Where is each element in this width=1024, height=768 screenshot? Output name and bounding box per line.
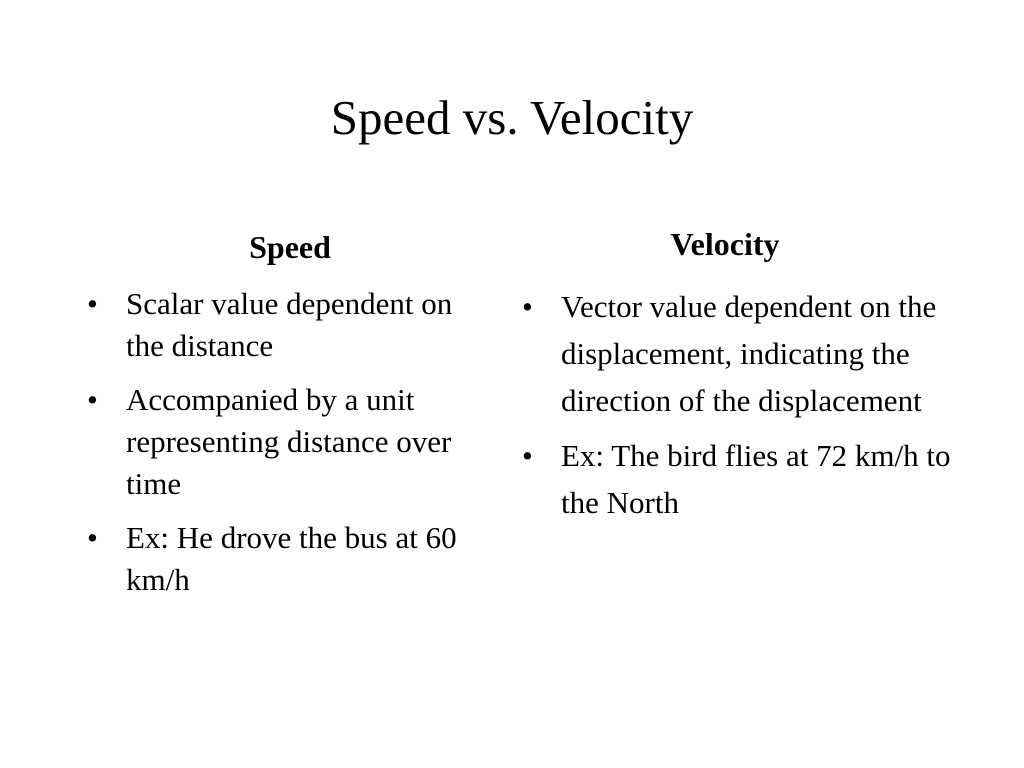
bullet-item bbox=[87, 517, 487, 601]
slide-title: Speed vs. Velocity bbox=[330, 90, 694, 145]
bullet-icon: • bbox=[87, 382, 98, 417]
bullet-text: Accompanied by a unit representing distance over time bbox=[126, 382, 452, 501]
velocity-bullet-list bbox=[522, 283, 962, 534]
bullet-text: Scalar value dependent on the distance bbox=[126, 286, 453, 363]
bullet-icon: • bbox=[87, 286, 98, 321]
bullet-icon: • bbox=[522, 438, 533, 473]
bullet-icon: • bbox=[87, 520, 98, 555]
bullet-item bbox=[87, 283, 487, 367]
speed-bullet-list bbox=[87, 283, 487, 613]
bullet-icon: • bbox=[522, 289, 533, 324]
bullet-text: Ex: He drove the bus at 60 km/h bbox=[126, 520, 457, 597]
bullet-text: Vector value dependent on the displacement, indicating the direction of the displacement bbox=[561, 289, 937, 418]
speed-column-heading: Speed bbox=[249, 229, 331, 265]
bullet-item bbox=[522, 283, 962, 424]
velocity-column-heading: Velocity bbox=[670, 226, 780, 262]
bullet-text: Ex: The bird flies at 72 km/h to the North bbox=[561, 438, 951, 520]
bullet-item bbox=[87, 379, 487, 505]
bullet-item bbox=[522, 432, 962, 526]
